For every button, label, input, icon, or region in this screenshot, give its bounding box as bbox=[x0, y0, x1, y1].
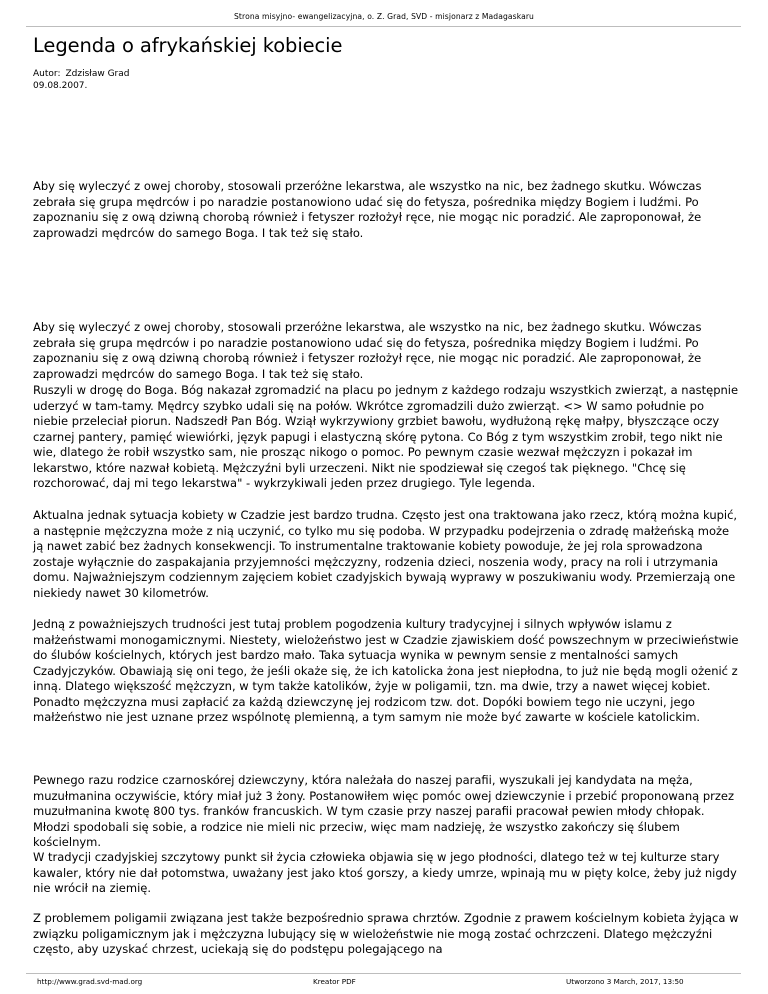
author-name: Zdzisław Grad bbox=[65, 69, 130, 79]
page-header-text: Strona misyjno- ewangelizacyjna, o. Z. Grad, SVD - misjonarz z Madagaskaru bbox=[234, 12, 534, 21]
article-paragraph-5: Jedną z poważniejszych trudności jest tutaj problem pogodzenia kultury tradycyjnej i silnych wpływów islamu z małżeństwami monogamicznymi. Niestety, wielożeństwo jest w Czadzie zjawiskiem dość powszechnym w przeciwieństwie do ślubów kościelnych, których jest bardzo mało. Taka sytuacja wynika w pewnym sensie z mentalności samych Czadyjczyków. Obawiają się oni tego, że jeśli okaże się, że ich katolicka żona jest niepłodna, to już nie będą mogli ożenić z inną. Dlatego większość mężczyzn, w tym także katolików, żyje w poligamii, tzn. ma dwie, trzy a nawet więcej kobiet. Ponadto mężczyzna musi zapłacić za każdą dziewczynę jej rodzicom tzw. dot. Dopóki bowiem tego nie uczyni, jego małżeństwo nie jest uznane przez wspólnotę plemienną, a tym samym nie może być zawarte w kościele katolickim. bbox=[33, 617, 739, 724]
footer-divider bbox=[26, 973, 741, 974]
article-paragraph-8: Z problemem poligamii związana jest także bezpośrednio sprawa chrztów. Zgodnie z prawem kościelnym kobieta żyjąca w związku poligamicznym jak i mężczyzna lubujący się w wielożeństwie nie mogą zostać ochrzczeni. Dlatego mężczyźni często, aby uzyskać chrzest, uciekają się do podstępu polegającego na bbox=[33, 911, 739, 956]
article-paragraph-1: Aby się wyleczyć z owej choroby, stosowali przeróżne lekarstwa, ale wszystko na nic, bez żadnego skutku. Wówczas zebrała się grupa mędrców i po naradzie postanowiono udać się do fetysza, pośrednika między Bogiem i ludźmi. Po zapoznaniu się z ową dziwną chorobą również i fetyszer rozłożył ręce, nie mogąc nic poradzić. Ale zaproponował, że zaprowadzi mędrców do samego Boga. I tak też się stało. bbox=[33, 179, 702, 240]
author-line bbox=[33, 69, 129, 81]
footer-url[interactable]: http://www.grad.svd-mad.org bbox=[37, 977, 143, 986]
footer-created-date: Utworzono 3 March, 2017, 13:50 bbox=[566, 977, 684, 986]
article-meta bbox=[33, 69, 129, 92]
article-paragraph-3: Ruszyli w drogę do Boga. Bóg nakazał zgromadzić na placu po jednym z każdego rodzaju wszystkich zwierząt, a następnie uderzyć w tam-tamy. Mędrcy szybko udali się na połów. Wkrótce zgromadzili dużo zwierząt. <> W samo południe po niebie przeleciał piorun. Nadszedł Pan Bóg. Wziął wykrzywiony grzbiet bawołu, wydłużoną rękę małpy, błyszczące oczy czarnej pantery, pamięć wiewiórki, język papugi i elastyczną skórę pytona. Co Bóg z tym wszystkim zrobił, tego nikt nie wie, dlatego że robił wszystko sam, nie prosząc nikogo o pomoc. Po pewnym czasie wezwał mężczyzn i pokazał im lekarstwo, które nazwał kobietą. Mężczyźni byli urzeczeni. Nikt nie spodziewał się czegoś tak pięknego. "Chcę się rozchorować, daj mi tego lekarstwa" - wykrzykiwali jeden przez drugiego. Tyle legenda. bbox=[33, 383, 739, 490]
article-paragraph-2: Aby się wyleczyć z owej choroby, stosowali przeróżne lekarstwa, ale wszystko na nic, bez żadnego skutku. Wówczas zebrała się grupa mędrców i po naradzie postanowiono udać się do fetysza, pośrednika między Bogiem i ludźmi. Po zapoznaniu się z ową dziwną chorobą również i fetyszer rozłożył ręce, nie mogąc nic poradzić. Ale zaproponował, że zaprowadzi mędrców do samego Boga. I tak też się stało. bbox=[33, 320, 702, 381]
article-paragraph-4: Aktualna jednak sytuacja kobiety w Czadzie jest bardzo trudna. Często jest ona traktowana jako rzecz, którą można kupić, a następnie mężczyzna może z nią uczynić, co tylko mu się podoba. W przypadku podejrzenia o zdradę małżeńską może ją nawet zabić bez żadnych konsekwencji. To instrumentalne traktowanie kobiety powoduje, że jej rola sprowadzona zostaje wyłącznie do zaspakajania przyjemności mężczyzny, rodzenia dzieci, noszenia wody, pracy na roli i utrzymania domu. Najważniejszym codziennym zajęciem kobiet czadyjskich bywają wyprawy w poszukiwaniu wody. Przemierzają one niekiedy nawet 30 kilometrów. bbox=[33, 508, 738, 600]
article-title: Legenda o afrykańskiej kobiecie bbox=[33, 34, 343, 57]
footer-generator: Kreator PDF bbox=[313, 977, 356, 986]
author-label: Autor: bbox=[33, 69, 61, 79]
header-divider bbox=[26, 26, 741, 27]
article-paragraph-7: W tradycji czadyjskiej szczytowy punkt sił życia człowieka objawia się w jego płodności, dlatego też w tej kulturze stary kawaler, który nie dał potomstwa, uważany jest jako ktoś gorszy, a kiedy umrze, wpinają mu w pięty kolce, żeby już nigdy nie wrócił na ziemię. bbox=[33, 850, 737, 895]
article-date: 09.08.2007. bbox=[33, 80, 88, 91]
article-paragraph-6: Pewnego razu rodzice czarnoskórej dziewczyny, która należała do naszej parafii, wyszukali jej kandydata na męża, muzułmanina oczywiście, który miał już 3 żony. Postanowiłem więc pomóc owej dziewczynie i przebić proponowaną przez muzułmanina kwotę 800 tys. franków francuskich. W tym czasie przy naszej parafii pracował pewien młody chłopak. Młodzi spodobali się sobie, a rodzice nie mieli nic przeciw, więc mam nadzieję, że wszystko zakończy się ślubem kościelnym. bbox=[33, 773, 735, 849]
